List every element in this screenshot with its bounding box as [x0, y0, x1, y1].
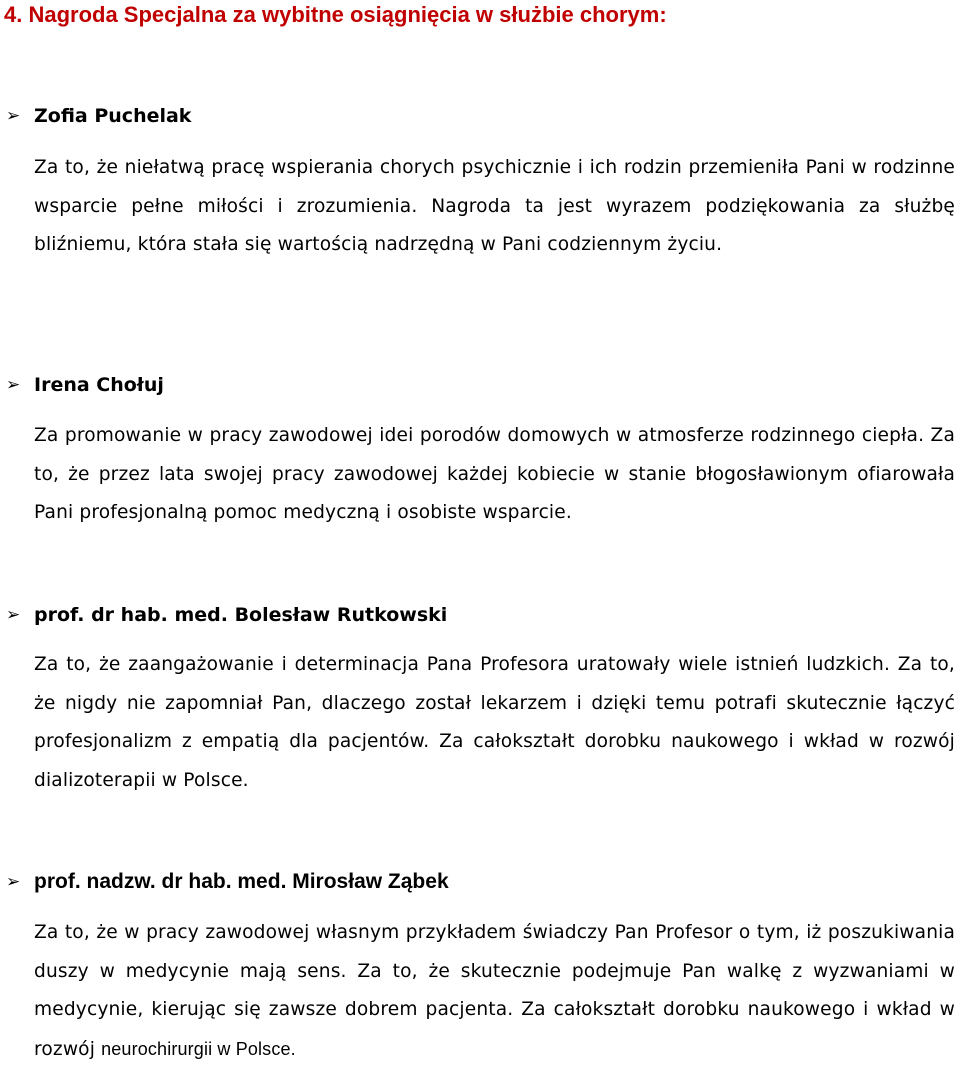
- awardee-name-2: [6, 370, 164, 400]
- section-heading: 4. Nagroda Specjalna za wybitne osiągnięcia w służbie chorym:: [4, 2, 667, 27]
- award-justification-4-tail: neurochirurgii w Polsce.: [101, 1038, 296, 1059]
- awardee-name-4: [6, 867, 449, 897]
- bullet-arrow-icon: ➢: [6, 375, 21, 395]
- bullet-arrow-icon: ➢: [6, 605, 21, 625]
- awardee-name-1: [6, 101, 191, 131]
- award-justification-4: [34, 914, 955, 1069]
- bullet-arrow-icon: ➢: [6, 872, 21, 892]
- bullet-arrow-icon: ➢: [6, 106, 21, 126]
- award-justification-3: Za to, że zaangażowanie i determinacja Pana Profesora uratowały wiele istnień ludzkich. Za to, że nigdy nie zapomniał Pan, dlaczego został lekarzem i dzięki temu potrafi skutecznie łączyć profesjonalizm z empatią dla pacjentów. Za całokształt dorobku naukowego i wkład w rozwój dializoterapii w Polsce.: [34, 654, 955, 791]
- awardee-name-text: Irena Chołuj: [34, 374, 164, 396]
- award-justification-1: Za to, że niełatwą pracę wspierania chorych psychicznie i ich rodzin przemieniła Pani w rodzinne wsparcie pełne miłości i zrozumienia. Nagroda ta jest wyrazem podziękowania za służbę bliźniemu, która stała się wartością nadrzędną w Pani codziennym życiu.: [34, 157, 955, 255]
- awardee-name-text: prof. dr hab. med. Bolesław Rutkowski: [34, 604, 448, 626]
- awardee-name-text: prof. nadzw. dr hab. med. Mirosław Ząbek: [34, 870, 449, 893]
- award-justification-4-main: Za to, że w pracy zawodowej własnym przykładem świadczy Pan Profesor o tym, iż poszukiwania duszy w medycynie mają sens. Za to, że skutecznie podejmuje Pan walkę z wyzwaniami w medycynie, kierując się zawsze dobrem pacjenta. Za całokształt dorobku naukowego i wkład w rozwój: [34, 922, 955, 1060]
- awardee-name-3: [6, 600, 447, 630]
- awardee-name-text: Zofia Puchelak: [34, 105, 192, 127]
- award-justification-2: Za promowanie w pracy zawodowej idei porodów domowych w atmosferze rodzinnego ciepła. Za to, że przez lata swojej pracy zawodowej każdej kobiecie w stanie błogosławionym ofiarowała Pani profesjonalną pomoc medyczną i osobiste wsparcie.: [34, 425, 955, 523]
